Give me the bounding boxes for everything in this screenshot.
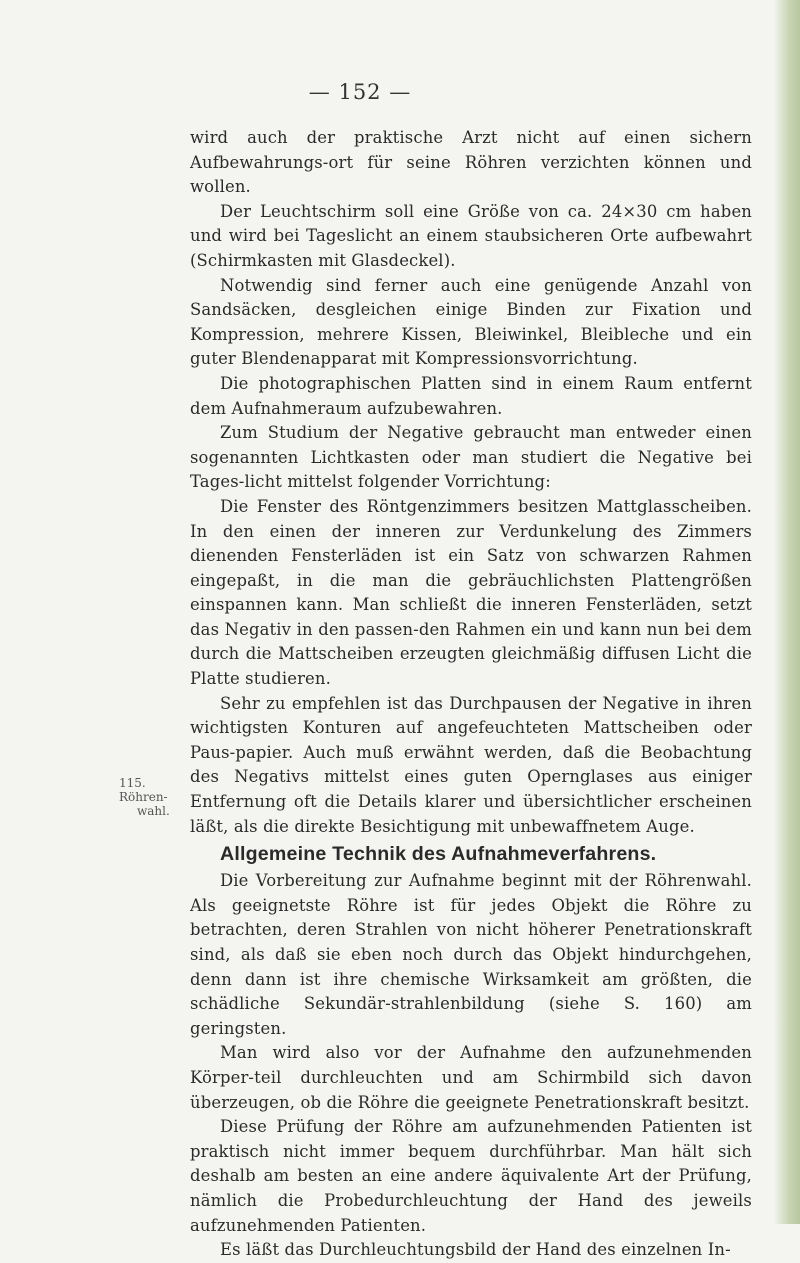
margin-note-line-2: wahl. (137, 804, 170, 818)
paragraph-hand-image: Es läßt das Durchleuchtungsbild der Hand des einzelnen In- (220, 1240, 731, 1260)
paragraph-windows: Die Fenster des Röntgenzimmers besitzen Mattglasscheiben. In den einen der inneren zur Verdunkelung des Zimmers dienenden Fensterläden ist ein Satz von schwarzen Rahmen eingepaßt, in die man die gebräuchlichsten Plattengrößen einspannen kann. Man schließt die inneren Fensterläden, setzt das Negativ in den passen-den Rahmen ein und kann nun bei dem durch die Mattscheiben erzeugten gleichmäßig diffusen Licht die Platte studieren. (190, 496, 752, 689)
paragraph-plates: Die photographischen Platten sind in einem Raum entfernt dem Aufnahmeraum aufzubewahren. (190, 373, 752, 418)
body-text (190, 126, 752, 1263)
paragraph-testing: Diese Prüfung der Röhre am aufzunehmenden Patienten ist praktisch nicht immer bequem durchführbar. Man hält sich deshalb am besten an eine andere äquivalente Art der Prüfung, nämlich die Probedurchleuchtung der Hand des jeweils aufzunehmenden Patienten. (190, 1117, 752, 1235)
page-number-header: — 152 — (308, 80, 412, 104)
paragraph-tube-selection: Die Vorbereitung zur Aufnahme beginnt mit der Röhrenwahl. Als geeignetste Röhre ist für jedes Objekt die Röhre zu betrachten, deren Strahlen von nicht höherer Penetrationskraft sind, als daß sie eben noch durch das Objekt hindurchgehen, denn dann ist ihre chemische Wirksamkeit am größten, die schädliche Sekundär-strahlenbildung (siehe S. 160) am geringsten. (190, 871, 752, 1038)
paragraph-leuchtschirm: Der Leuchtschirm soll eine Größe von ca. 24×30 cm haben und wird bei Tageslicht an einem staubsicheren Orte aufbewahrt (Schirmkasten mit Glasdeckel). (190, 201, 752, 270)
paragraph-negatives: Zum Studium der Negative gebraucht man entweder einen sogenannten Lichtkasten oder man studiert die Negative bei Tages-licht mittelst folgender Vorrichtung: (190, 423, 752, 492)
margin-note-line-1: 115. Röhren- (119, 776, 168, 804)
paragraph-continuation: wird auch der praktische Arzt nicht auf einen sichern Aufbewahrungs-ort für seine Röhren verzichten können und wollen. (190, 128, 752, 197)
page-edge-shadow (774, 0, 800, 1224)
paragraph-equipment: Notwendig sind ferner auch eine genügende Anzahl von Sandsäcken, desgleichen einige Binden zur Fixation und Kompression, mehrere Kissen, Bleiwinkel, Bleibleche und ein guter Blendenapparat mit Kompressionsvorrichtung. (190, 275, 752, 369)
paragraph-fluoroscopy: Man wird also vor der Aufnahme den aufzunehmenden Körper-teil durchleuchten und am Schirmbild sich davon überzeugen, ob die Röhre die geeignete Penetrationskraft besitzt. (190, 1043, 752, 1112)
margin-note (119, 776, 189, 818)
section-heading: Allgemeine Technik des Aufnahmeverfahrens. (220, 843, 657, 866)
paragraph-tracing: Sehr zu empfehlen ist das Durchpausen der Negative in ihren wichtigsten Konturen auf angefeuchteten Mattscheiben oder Paus-papier. Auch muß erwähnt werden, daß die Beobachtung des Negativs mittelst eines guten Opernglases aus einiger Entfernung oft die Details klarer und übersichtlicher erscheinen läßt, als die direkte Besichtigung mit unbewaffnetem Auge. (190, 693, 752, 836)
